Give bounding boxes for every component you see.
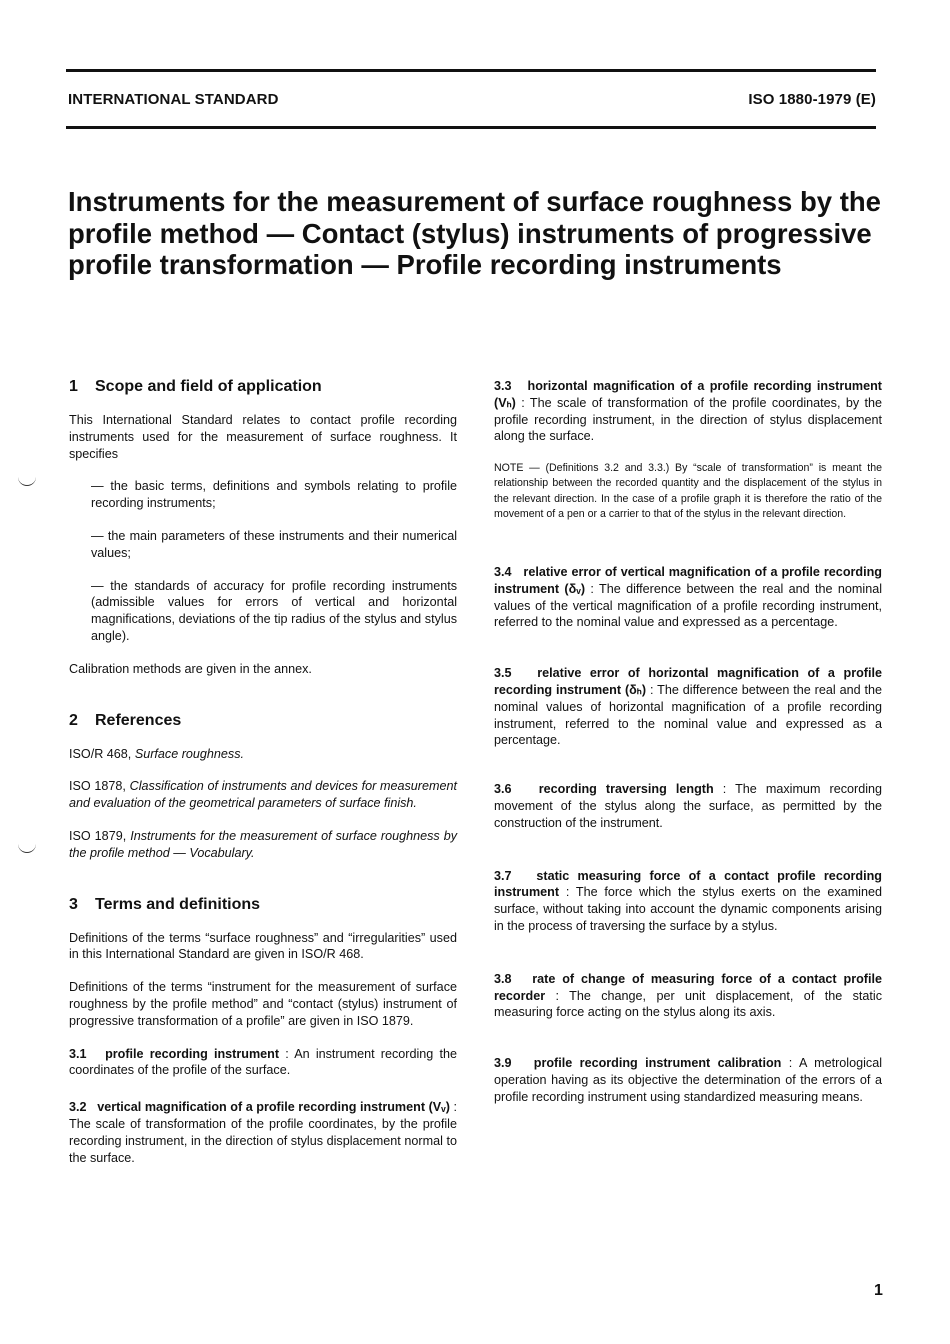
terms-paragraph: Definitions of the terms “instrument for the measurement of surface roughness by the profile method” and “contact (stylus) instrument of progressive transformation of a profile” are given in ISO 1879. bbox=[69, 980, 457, 1028]
definition-number: 3.1 bbox=[69, 1046, 87, 1061]
definition-term: vertical magnification of a profile recording instrument bbox=[97, 1100, 426, 1115]
definition-text: : The scale of transformation of the profile coordinates, by the profile recording instrument, in the direction of stylus displacement normal to the surface. bbox=[69, 1100, 458, 1165]
definition-3-4 bbox=[494, 564, 882, 631]
definition-text: : The difference between the real and the nominal values of horizontal magnification of a profile recording instrument, referred to the nominal value and expressed as a percentage. bbox=[494, 682, 883, 748]
definition-3-9 bbox=[494, 1055, 882, 1105]
definition-number: 3.5 bbox=[494, 666, 512, 681]
scope-intro: This International Standard relates to contact profile recording instruments used for the measurement of surface roughness. It specifies bbox=[69, 413, 457, 461]
definition-text: : A metrological operation having as its objective the determination of the errors of a profile recording instrument using standardized measuring means. bbox=[494, 1056, 882, 1104]
definition-text: : The change, per unit displacement, of the static measuring force acting on the stylus along its axis. bbox=[494, 988, 882, 1020]
right-column bbox=[494, 378, 882, 1122]
section-number: 3 bbox=[69, 895, 78, 913]
definition-symbol: (Vᵥ) bbox=[425, 1100, 450, 1115]
section-2 bbox=[69, 712, 457, 862]
definition-number: 3.6 bbox=[494, 782, 512, 797]
section-title: Scope and field of application bbox=[95, 378, 322, 395]
definition-term: recording traversing length bbox=[538, 782, 714, 797]
definition-3-3 bbox=[494, 378, 882, 445]
definition-symbol: (δₕ) bbox=[621, 682, 647, 697]
header-bottom-rule bbox=[66, 126, 876, 129]
header-standard-label: INTERNATIONAL STANDARD bbox=[68, 91, 279, 108]
note-paragraph: NOTE — (Definitions 3.2 and 3.3.) By “scale of transformation” is meant the relationship between the recorded quantity and the displacement of the stylus in the relevant direction. In the case of a profile graph it is therefore the ratio of the movement of a pen or a carrier to that of the stylus in the relevant direction. bbox=[494, 462, 882, 520]
definition-term: relative error of vertical magnification of a profile recording instrument bbox=[494, 565, 882, 596]
terms-paragraph: Definitions of the terms “surface roughness” and “irregularities” used in this International Standard are given in ISO/R 468. bbox=[69, 930, 457, 962]
scope-item: — the basic terms, definitions and symbols relating to profile recording instruments; bbox=[91, 479, 457, 511]
reference-item bbox=[69, 828, 457, 862]
definition-3-1 bbox=[69, 1046, 457, 1080]
definition-term: relative error of horizontal magnification of a profile recording instrument bbox=[494, 666, 882, 697]
margin-mark bbox=[18, 476, 36, 486]
reference-title: Surface roughness. bbox=[134, 746, 245, 761]
definition-symbol: (δᵥ) bbox=[559, 581, 586, 596]
definition-number: 3.4 bbox=[494, 565, 512, 579]
section-title: References bbox=[95, 711, 182, 729]
header-iso-number: ISO 1880-1979 (E) bbox=[748, 91, 876, 108]
definition-number: 3.8 bbox=[494, 971, 512, 986]
definition-text: : The force which the stylus exerts on the examined surface, without taking into account the dynamic components arising in the process of traversing the surface by a stylus. bbox=[494, 885, 882, 933]
definition-3-8 bbox=[494, 971, 882, 1021]
definition-symbol: (Vₕ) bbox=[494, 395, 516, 410]
scope-item: — the standards of accuracy for profile recording instruments (admissible values for errors of vertical and horizontal magnifications, deviations of the tip radius of the stylus and stylus angle). bbox=[91, 578, 457, 643]
definition-text: : The maximum recording movement of the stylus along the surface, as permitted by the construction of the instrument. bbox=[494, 782, 883, 830]
definition-number: 3.9 bbox=[494, 1056, 512, 1071]
reference-code: ISO 1878, bbox=[69, 779, 126, 794]
document-title: Instruments for the measurement of surface roughness by the profile method — Contact (stylus) instruments of progressive profile transformation — Profile recording instruments bbox=[68, 186, 881, 280]
definition-number: 3.2 bbox=[69, 1100, 87, 1115]
definition-3-2 bbox=[69, 1099, 457, 1166]
reference-code: ISO/R 468, bbox=[69, 746, 132, 761]
section-heading bbox=[69, 712, 457, 730]
scope-item: — the main parameters of these instruments and their numerical values; bbox=[91, 528, 457, 560]
section-3 bbox=[69, 896, 457, 1167]
definition-3-6 bbox=[494, 781, 882, 831]
definition-number: 3.3 bbox=[494, 379, 512, 393]
scope-closing: Calibration methods are given in the annex. bbox=[69, 661, 312, 676]
reference-title: Classification of instruments and devices for measurement and evaluation of the geometrical parameters of surface finish. bbox=[69, 779, 458, 811]
definition-term: rate of change of measuring force of a contact profile recorder bbox=[494, 971, 882, 1003]
section-number: 1 bbox=[69, 378, 78, 395]
definition-term: profile recording instrument bbox=[105, 1046, 280, 1061]
section-heading bbox=[69, 378, 457, 396]
definition-text: : An instrument recording the coordinates of the profile of the surface. bbox=[69, 1046, 457, 1078]
reference-item bbox=[69, 778, 457, 812]
definition-3-7 bbox=[494, 868, 882, 935]
reference-title: Instruments for the measurement of surface roughness by the profile method — Vocabulary. bbox=[69, 828, 458, 860]
margin-mark bbox=[18, 843, 36, 853]
page-number: 1 bbox=[874, 1282, 883, 1299]
definition-text: : The scale of transformation of the profile coordinates, by the profile recording instrument, in the direction of stylus displacement along the surface. bbox=[494, 395, 882, 444]
section-number: 2 bbox=[69, 711, 78, 729]
header-top-rule bbox=[66, 69, 876, 72]
reference-item bbox=[69, 746, 457, 763]
definition-3-5 bbox=[494, 665, 882, 749]
definition-term: static measuring force of a contact profile recording instrument bbox=[494, 868, 882, 900]
definition-number: 3.7 bbox=[494, 868, 512, 883]
section-title: Terms and definitions bbox=[95, 895, 261, 913]
definition-text: : The difference between the real and the nominal values of the vertical magnification of a profile recording instrument, referred to the nominal value and expressed as a percentage. bbox=[494, 581, 882, 630]
reference-code: ISO 1879, bbox=[69, 828, 127, 843]
left-column bbox=[69, 378, 457, 1182]
definition-term: horizontal magnification of a profile recording instrument bbox=[527, 379, 882, 393]
section-1 bbox=[69, 378, 457, 678]
definition-term: profile recording instrument calibration bbox=[533, 1056, 782, 1071]
section-heading bbox=[69, 896, 457, 914]
